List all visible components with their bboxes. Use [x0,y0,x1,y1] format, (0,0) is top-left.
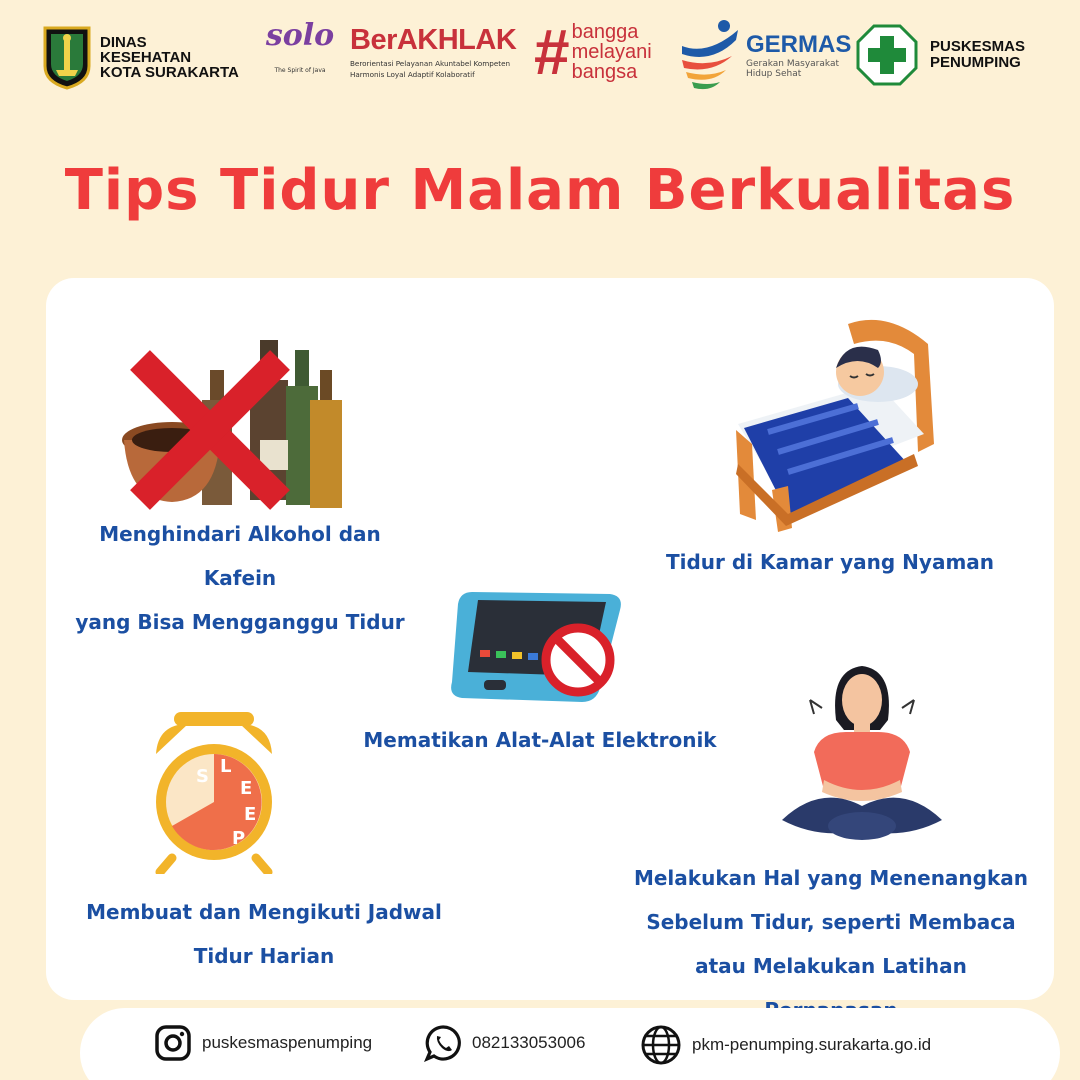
tip-alcohol-caffeine [60,512,420,644]
bangga-line-1: bangga [571,21,639,43]
germas-subtitle-2: Hidup Sehat [746,69,802,79]
website-contact[interactable] [640,1024,931,1066]
tip-calm-line-3: atau Melakukan Latihan [695,954,967,978]
solo-wordmark: solo [265,18,335,53]
tip-comfortable-room [660,540,1000,584]
germas-subtitle-1: Gerakan Masyarakat [746,59,839,69]
bangga-line-2: melayani [571,41,652,63]
tip-alcohol-line-1: Menghindari Alkohol dan Kafein [99,522,381,590]
bangga-hash: # [534,16,570,88]
germas-text [746,31,851,79]
alcohol-coffee-icon [110,330,350,520]
berakhlak-logo [350,24,528,79]
clock-letter-s: S [196,766,209,787]
solo-tagline: The Spirit of Java [274,67,326,74]
alarm-clock-icon [152,710,276,874]
tip-turn-off-electronics [340,718,740,762]
bangga-words [572,22,652,82]
surakarta-crest-icon [42,24,92,90]
germas-wordmark: GERMAS [746,31,852,58]
instagram-handle[interactable]: puskesmaspenumping [202,1033,373,1052]
solo-logo [262,18,338,98]
germas-figure-icon [678,16,742,94]
tip-schedule-line-1: Membuat dan Mengikuti Jadwal [86,900,442,924]
tip-calming-activity [626,856,1036,1032]
dinas-line-3: KOTA SURAKARTA [100,63,239,81]
puskesmas-line-2: PENUMPING [930,54,1021,71]
instagram-icon [154,1024,192,1062]
tip-calm-line-1: Melakukan Hal yang Menenangkan [633,866,1029,890]
berakhlak-wordmark: BerAKHLAK [350,24,517,56]
website-url[interactable]: pkm-penumping.surakarta.go.id [692,1035,932,1054]
sleeping-bed-icon [728,314,950,534]
tip-calm-line-2: Sebelum Tidur, seperti Membaca [646,910,1016,934]
whatsapp-contact[interactable] [424,1024,585,1062]
whatsapp-number[interactable]: 082133053006 [472,1033,586,1052]
phone-prohibited-icon [448,584,624,710]
puskesmas-logo [856,24,1025,86]
puskesmas-line-1: PUSKESMAS [930,38,1026,55]
puskesmas-cross-icon [856,24,918,86]
tip-room-line-1: Tidur di Kamar yang Nyaman [665,550,995,574]
tip-alcohol-line-2: yang Bisa Mengganggu Tidur [75,610,405,634]
clock-letter-p: P [232,828,246,849]
clock-letter-e2: E [244,804,257,825]
clock-letter-e1: E [240,778,253,799]
bangga-line-3: bangsa [571,61,638,83]
puskesmas-name [930,39,1025,71]
globe-icon [640,1024,682,1066]
meditation-breathing-icon [780,660,944,844]
berakhlak-subtitle-2: Harmonis Loyal Adaptif Kolaboratif [350,70,475,79]
tip-schedule-line-2: Tidur Harian [193,944,335,968]
whatsapp-icon [424,1024,462,1062]
dinas-line-1: DINAS [100,33,147,51]
bangga-melayani-logo [534,16,652,88]
dinas-kesehatan-logo [42,24,239,90]
tip-sleep-schedule [84,890,444,978]
tip-electronics-line-1: Mematikan Alat-Alat Elektronik [363,728,717,752]
germas-logo [678,16,851,94]
clock-letter-l: L [220,756,232,777]
dinas-line-2: KESEHATAN [100,48,192,66]
page-title: Tips Tidur Malam Berkualitas [64,158,1016,223]
instagram-contact[interactable] [154,1024,372,1062]
dinas-kesehatan-name [100,35,239,80]
header-logos [0,0,1080,110]
berakhlak-subtitle-1: Berorientasi Pelayanan Akuntabel Kompeten [350,59,511,68]
